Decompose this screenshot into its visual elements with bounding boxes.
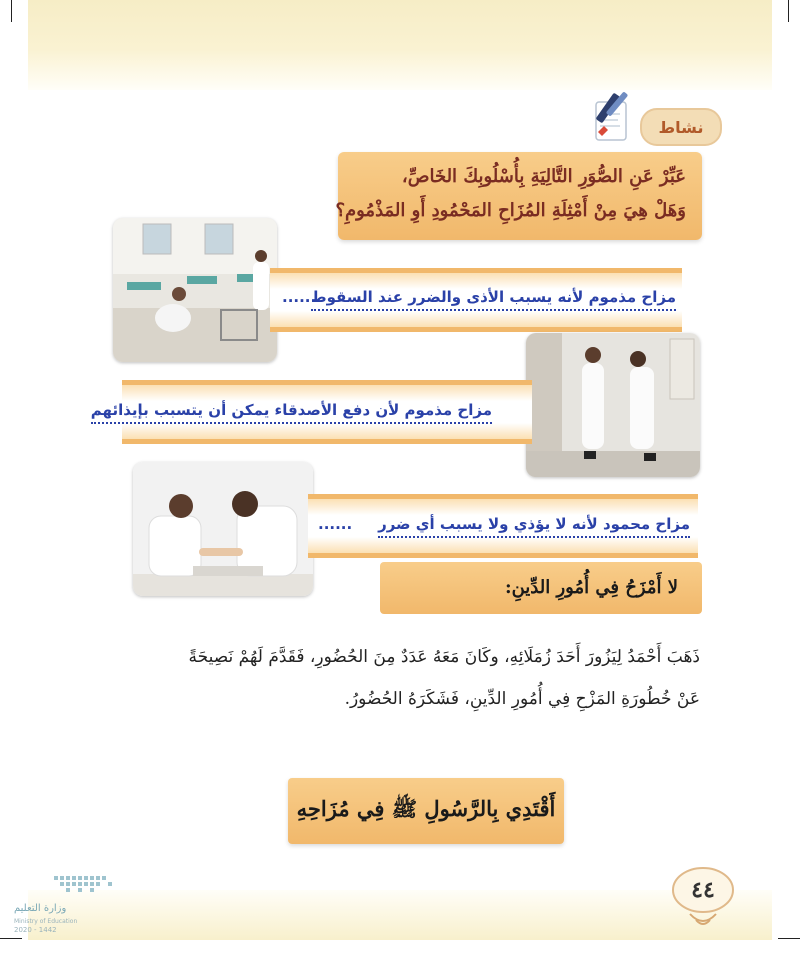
bottom-decorative-band [28, 890, 772, 940]
activity-tag: نشاط [640, 108, 722, 146]
crop-mark [778, 938, 800, 939]
crop-mark [788, 0, 789, 22]
answer-text: مزاح محمود لأنه لا يؤذي ولا يسبب أي ضرر [378, 512, 690, 538]
story-line: عَنْ خُطُورَةِ المَزْحِ فِي أُمُورِ الدِّينِ، فَشَكَرَهُ الحُضُورُ. [344, 689, 700, 709]
ministry-year: 2020 - 1442 [14, 926, 57, 934]
photo-hallway-push [526, 333, 700, 477]
crop-mark [11, 0, 12, 22]
top-decorative-band [28, 0, 772, 90]
section-heading: لا أَمْزَحُ فِي أُمُورِ الدِّينِ: [380, 562, 702, 614]
story-paragraph [120, 636, 700, 720]
answer-text: مزاح مذموم لأنه يسبب الأذى والضرر عند السقوط [311, 285, 676, 311]
answer-dots: ...... [282, 288, 317, 306]
story-line: ذَهَبَ أَحْمَدُ لِيَزُورَ أَحَدَ زُمَلَائِهِ، وكَانَ مَعَهُ عَدَدٌ مِنَ الحُضُورِ، فَقَدَّمَ لَهُمْ نَصِيحَةً [188, 647, 700, 667]
answer-dots: ...... [318, 515, 353, 533]
answer-text: مزاح مذموم لأن دفع الأصدقاء يمكن أن يتسبب بإيذائهم [91, 398, 492, 424]
instruction-line: وَهَلْ هِيَ مِنْ أَمْثِلَةِ المُزَاحِ المَحْمُودِ أَوِ المَذْمُومِ؟ [335, 200, 686, 221]
crop-mark [0, 938, 22, 939]
instruction-line: عَبِّرْ عَنِ الصُّوَرِ التَّالِيَةِ بِأُسْلُوبِكَ الخَاصِّ، [401, 166, 686, 187]
photo-classroom-prank [113, 218, 277, 362]
ministry-name: وزارة التعليم [14, 903, 67, 914]
photo-arm-wrestling [133, 462, 313, 596]
instruction-banner [335, 152, 702, 240]
ministry-name-en: Ministry of Education [14, 918, 78, 925]
pencil-paper-icon [588, 88, 634, 148]
quote-plaque: أَقْتَدِي بِالرَّسُولِ ﷺ فِي مُزَاحِهِ [288, 778, 564, 844]
page-number: ٤٤ [691, 877, 715, 903]
